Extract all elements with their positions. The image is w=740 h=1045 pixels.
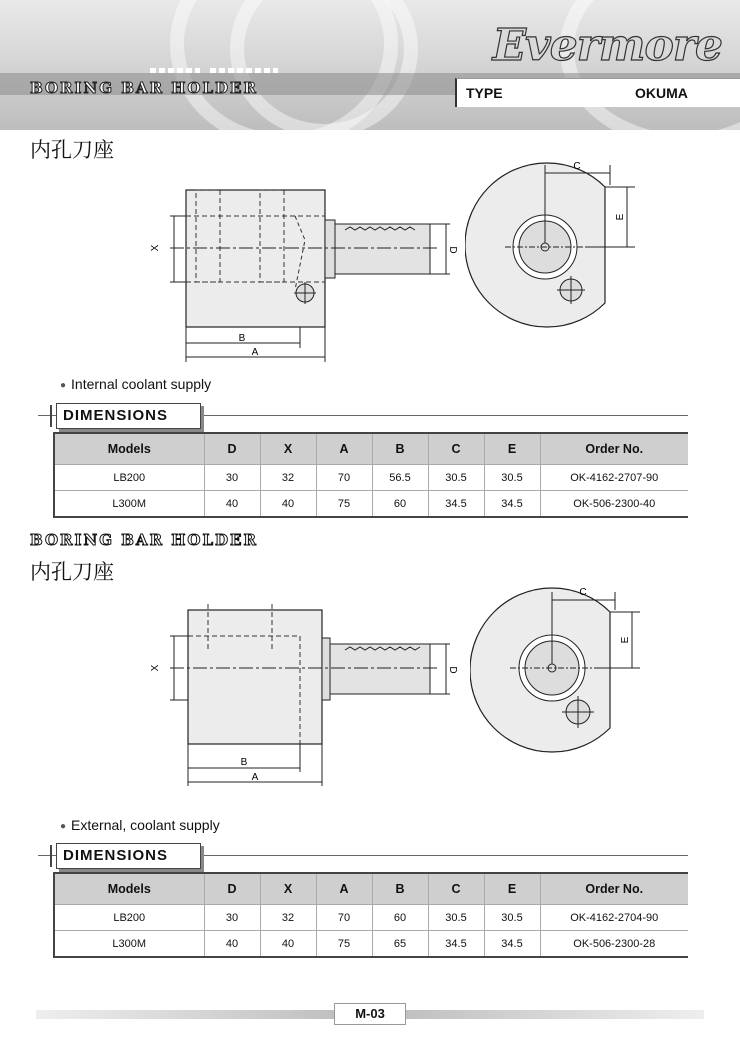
section1-side-drawing (150, 180, 470, 365)
cell: OK-506-2300-40 (540, 491, 688, 518)
cell: 32 (260, 905, 316, 931)
section2-side-drawing (150, 600, 470, 790)
section2-dimensions-table (53, 872, 688, 958)
col-e: E (484, 873, 540, 905)
dim-d-label: D (447, 246, 458, 254)
cell: 30.5 (484, 905, 540, 931)
type-label: TYPE (466, 85, 503, 101)
cell: OK-4162-2704-90 (540, 905, 688, 931)
col-c: C (428, 433, 484, 465)
cell: 40 (260, 931, 316, 958)
cell: 65 (372, 931, 428, 958)
col-d: D (204, 433, 260, 465)
table-header-row (54, 433, 688, 465)
table-row (54, 905, 688, 931)
dim-b-label: B (240, 757, 248, 768)
section2-front-drawing (470, 580, 650, 760)
cell: 30 (204, 465, 260, 491)
section1-front-drawing (465, 155, 645, 335)
cell: L300M (54, 491, 204, 518)
dimensions-label: DIMENSIONS (63, 407, 169, 424)
section1-chinese-title: 内孔刀座 (30, 138, 114, 162)
cell: 34.5 (428, 931, 484, 958)
dim-c-label: C (579, 587, 587, 598)
cell: 30.5 (484, 465, 540, 491)
table-row (54, 931, 688, 958)
dimensions-tick (50, 845, 52, 867)
cell: 30.5 (428, 905, 484, 931)
dim-c-label: C (573, 161, 581, 172)
dim-b-label: B (238, 333, 246, 344)
type-value: OKUMA (635, 85, 688, 101)
col-b: B (372, 873, 428, 905)
dimensions-tick (50, 405, 52, 427)
col-a: A (316, 433, 372, 465)
cell: 60 (372, 905, 428, 931)
cell: 34.5 (484, 491, 540, 518)
dim-d-label: D (447, 666, 458, 674)
table-row (54, 465, 688, 491)
page-number: M-03 (334, 1003, 406, 1025)
cell: 75 (316, 491, 372, 518)
col-e: E (484, 433, 540, 465)
dimensions-label: DIMENSIONS (63, 847, 169, 864)
section2-dimensions-bar (38, 843, 688, 869)
cell: 40 (204, 491, 260, 518)
cell: 40 (204, 931, 260, 958)
table-header-row (54, 873, 688, 905)
series-title: BORING BAR HOLDER (30, 79, 258, 97)
cell: 30.5 (428, 465, 484, 491)
section1-note: ● Internal coolant supply (60, 376, 211, 392)
header-dots (150, 68, 200, 73)
col-x: X (260, 873, 316, 905)
col-a: A (316, 873, 372, 905)
section1-dimensions-bar (38, 403, 688, 429)
cell: 60 (372, 491, 428, 518)
col-d: D (204, 873, 260, 905)
cell: 34.5 (428, 491, 484, 518)
section2-title: BORING BAR HOLDER (30, 531, 258, 549)
type-box (455, 78, 740, 107)
col-b: B (372, 433, 428, 465)
cell: 70 (316, 905, 372, 931)
section2-chinese-title: 内孔刀座 (30, 560, 114, 584)
table-row (54, 491, 688, 518)
cell: OK-4162-2707-90 (540, 465, 688, 491)
cell: 32 (260, 465, 316, 491)
cell: 75 (316, 931, 372, 958)
cell: LB200 (54, 465, 204, 491)
cell: LB200 (54, 905, 204, 931)
cell: OK-506-2300-28 (540, 931, 688, 958)
cell: L300M (54, 931, 204, 958)
dim-e-label: E (620, 636, 631, 644)
cell: 56.5 (372, 465, 428, 491)
dimensions-tab (56, 403, 201, 429)
dim-x-label: X (150, 244, 161, 252)
section2-note: ● External, coolant supply (60, 817, 220, 833)
col-order-no: Order No. (540, 873, 688, 905)
col-c: C (428, 873, 484, 905)
dim-a-label: A (251, 347, 259, 358)
col-models: Models (54, 873, 204, 905)
dim-e-label: E (615, 213, 626, 221)
page-header (0, 0, 740, 130)
section1-dimensions-table (53, 432, 688, 518)
dim-a-label: A (251, 772, 259, 783)
col-x: X (260, 433, 316, 465)
col-models: Models (54, 433, 204, 465)
cell: 40 (260, 491, 316, 518)
cell: 70 (316, 465, 372, 491)
col-order-no: Order No. (540, 433, 688, 465)
header-decoration (230, 0, 418, 130)
header-dots (210, 68, 278, 73)
brand-logo: Evermore (492, 20, 722, 71)
dimensions-tab (56, 843, 201, 869)
cell: 30 (204, 905, 260, 931)
dim-x-label: X (150, 664, 161, 672)
cell: 34.5 (484, 931, 540, 958)
